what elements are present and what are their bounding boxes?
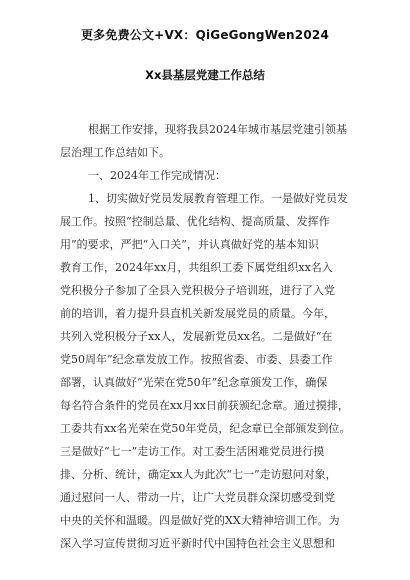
body-line: 工委共有xx名光荣在党50年党员，纪念章已全部颁发到位。: [60, 422, 351, 435]
section-heading: 一、2024年工作完成情况：: [88, 169, 226, 182]
body-line: 通过慰问一人、带动一片，让广大党员群众深切感受到党: [60, 491, 335, 504]
body-line: 深入学习宣传贯彻习近平新时代中国特色社会主义思想和: [60, 537, 335, 550]
body-line: 用”的要求，严把“入口关”，并认真做好党的基本知识: [60, 238, 319, 251]
body-line: 中央的关怀和温暖。四是做好党的XX大精神培训工作。为: [60, 514, 340, 527]
body-line: 教育工作，2024年xx月，共组织工委下属党组织xx名入: [60, 261, 333, 274]
body-line: 共列入党积极分子xx人，发展新党员xx名。二是做好“在: [60, 330, 333, 343]
body-line: 1、切实做好党员发展教育管理工作。一是做好党员发: [88, 192, 348, 205]
body-line: 每名符合条件的党员在xx月xx日前获颁纪念章。通过摸排，: [60, 399, 349, 412]
body-line: 党50周年”纪念章发放工作。按照省委、市委、县委工作: [60, 353, 333, 366]
document-title: Xx县基层党建工作总结: [145, 68, 265, 82]
body-line: 三是做好“七一”走访工作。对工委生活困难党员进行摸: [60, 445, 325, 458]
promo-header: 更多免费公文+VX：QiGeGongWen2024: [80, 28, 329, 42]
body-line: 部署，认真做好“光荣在党50年”纪念章颁发工作，确保: [60, 376, 328, 389]
body-line: 党积极分子参加了全县入党积极分子培训班，进行了入党: [60, 284, 335, 297]
body-line: 根据工作安排，现将我县2024年城市基层党建引领基: [88, 123, 347, 136]
body-line: 前的培训，着力提升县直机关新发展党员的质量。今年，: [60, 307, 335, 320]
body-line: 排、分析、统计，确定xx人为此次“七一”走访慰问对象，: [60, 468, 337, 481]
body-line: 展工作。按照“控制总量、优化结构、提高质量、发挥作: [60, 215, 330, 228]
body-line: 层治理工作总结如下。: [60, 146, 170, 159]
